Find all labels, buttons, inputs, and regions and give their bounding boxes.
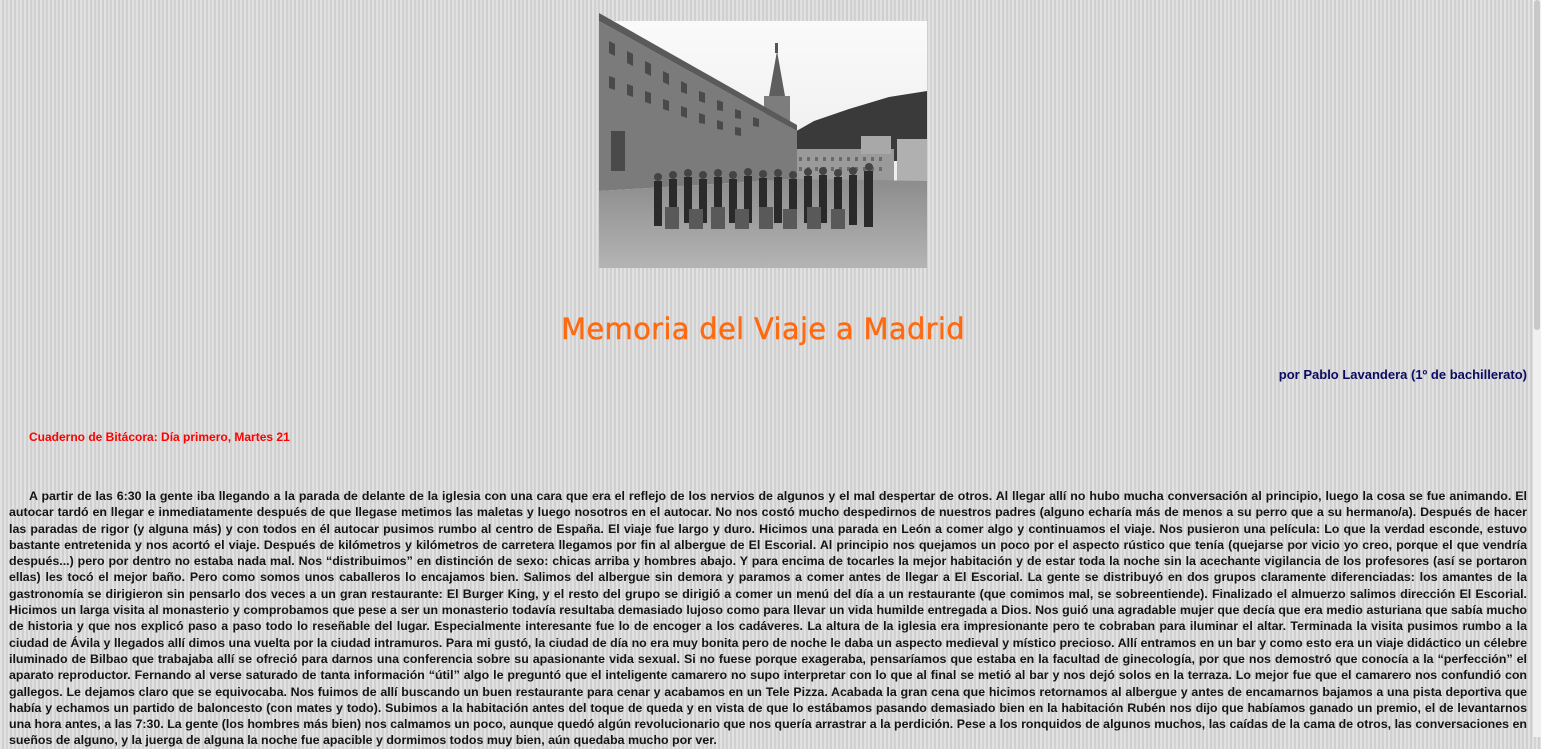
scrollbar-thumb[interactable] <box>1534 0 1540 330</box>
group-photo-el-escorial <box>599 21 927 268</box>
vertical-scrollbar[interactable] <box>1532 0 1541 737</box>
body-paragraph: A partir de las 6:30 la gente iba llegando a la parada de delante de la iglesia con una cara que era el reflejo de los nervios de algunos y el mal despertar de otros. Al llegar allí no hubo mucha conversación al principio, luego la cosa se fue animando. El autocar tardó en llegar e inmediatamente después de que llegase metimos las maletas y luego nosotros en el autocar. No nos costó mucho despedirnos de nuestros padres (alguno echaría más de menos a su perro que a su hermano/a). Después de hacer las paradas de rigor (y alguna más) y con todos en él autocar pusimos rumbo al centro de España. El viaje fue largo y duro. Hicimos una parada en León a comer algo y continuamos el viaje. Nos pusieron una película: Lo que la verdad esconde, estuvo bastante entretenida y nos acortó el viaje. Después de kilómetros y kilómetros de carretera llegamos por fin al albergue de El Escorial. Al principio nos quejamos un poco por el aspecto rústico que tenía (quejarse por vicio yo creo, porque el que vendría después...) pero por dentro no estaba nada mal. Nos “distribuimos” en distinción de sexo: chicas arriba y hombres abajo. Y para encima de tocarles la mejor habitación y de estar toda la noche sin la acechante vigilancia de los profesores (así se portaron ellas) les tocó el mejor baño. Pero como somos unos caballeros lo encajamos bien. Salimos del albergue sin demora y paramos a comer antes de llegar a El Escorial. La gente se distribuyó en dos grupos claramente diferenciadas: los amantes de la gastronomía se dirigieron sin pensarlo dos veces a un gran restaurante: El Burger King, y el resto del grupo se dirigió a comer un menú del día a un restaurante (que comimos mal, se sobreentiende). Finalizado el almuerzo salimos dirección El Escorial. Hicimos un larga visita al monasterio y comprobamos que pese a ser un monasterio todavía resultaba demasiado lujoso como para llevar un vida humilde entregada a Dios. Nos guió una agradable mujer que decía que era medio asturiana que sabía mucho de historia y que nos explicó paso a paso todo lo reseñable del lugar. Especialmente interesante fue lo de encoger a los cadáveres. La altura de la iglesia era impresionante pero te cobraban para iluminar el altar. Terminada la visita pusimos rumbo a la ciudad de Ávila y llegados allí dimos una vuelta por la ciudad intramuros. Para mi gustó, la ciudad de día no era muy bonita pero de noche le daba un aspecto medieval y místico precioso. Allí entramos en un bar y como esto era un viaje didáctico un célebre iluminado de Bilbao que trabajaba allí se ofreció para darnos una conferencia sobre su apasionante vida sexual. Si no fuese porque exageraba, pensaríamos que estaba en la facultad de ginecología, por que nos demostró que conocía a la “perfección” el aparato reproductor. Fernando al verse saturado de tanta información “útil” algo le preguntó que el inteligente camarero no supo interpretar con lo que al final se metió al bar y nos dejó solos en la terraza. Lo mejor fue que el camarero nos confundió con gallegos. Le dejamos claro que se equivocaba. Nos fuimos de allí buscando un buen restaurante para cenar y acabamos en un Tele Pizza. Acabada la gran cena que hicimos retornamos al albergue y antes de encamarnos bajamos a una pista deportiva que había y echamos un partido de baloncesto (con mates y todo). Subimos a la habitación antes del toque de queda y en vista de que lo estábamos pasando demasiado bien en la habitación Rubén nos dijo que habíamos ganado un premio, el de levantarnos una hora antes, a las 7:30. La gente (los hombres más bien) nos calmamos un poco, aunque quedó algún revolucionario que nos quería arrastrar a la perdición. Pese a los ronquidos de algunos muchos, las caídas de la cama de otros, las conversaciones en sueños de alguno, y la juerga de alguna la noche fue apacible y dormimos todos muy bien, aún quedaba mucho por ver. <box>9 489 1527 748</box>
author-byline: por Pablo Lavandera (1º de bachillerato) <box>1278 367 1527 382</box>
page-title: Memoria del Viaje a Madrid <box>561 312 965 346</box>
log-section-title: Cuaderno de Bitácora: Día primero, Martes 21 <box>29 430 290 444</box>
